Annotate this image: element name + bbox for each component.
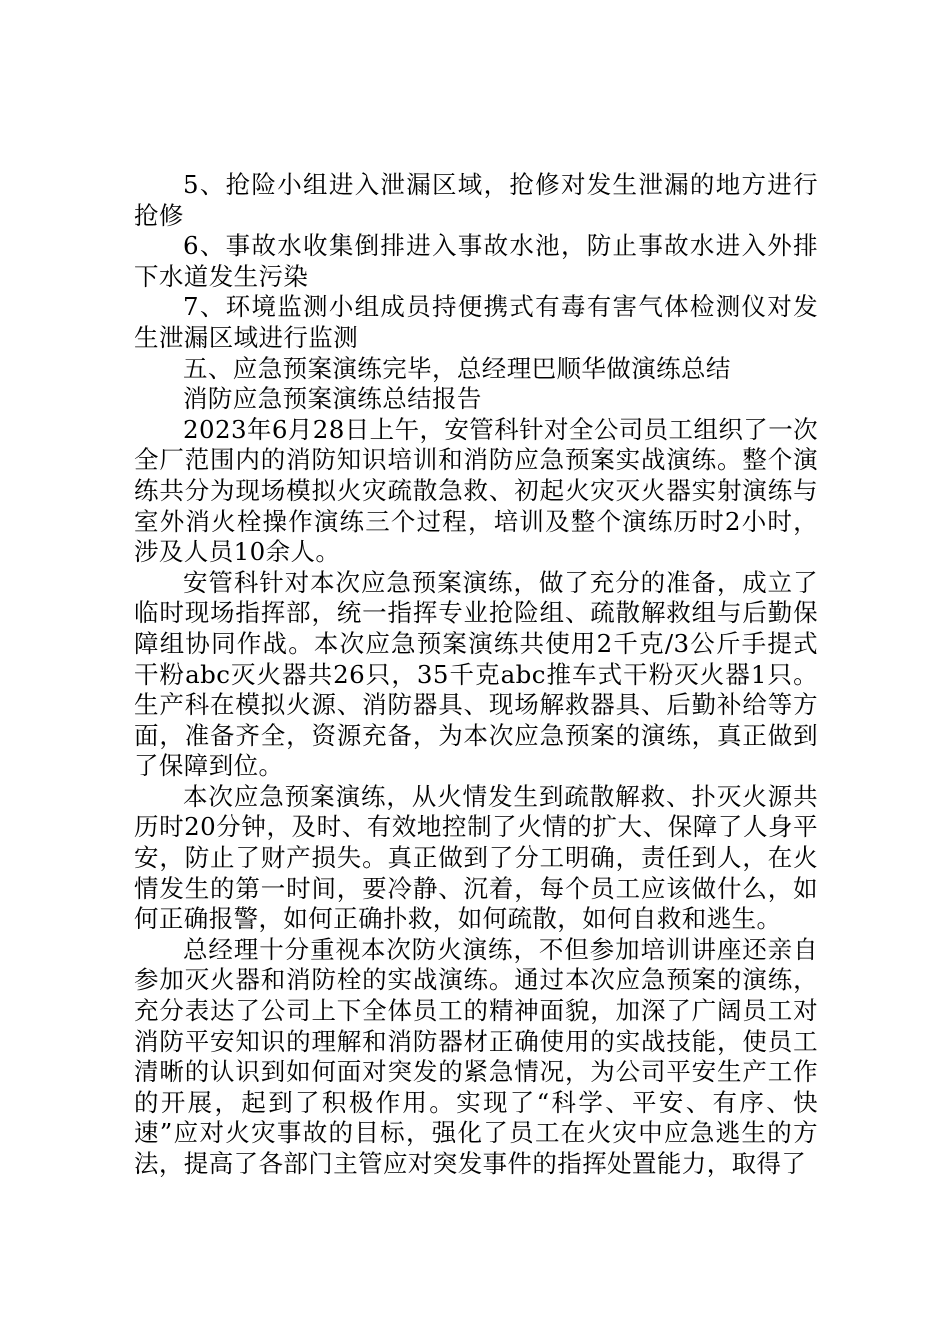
document-body [134, 170, 818, 1180]
paragraph-step-7: 7、环境监测小组成员持便携式有毒有害气体检测仪对发生泄漏区域进行监测 [134, 292, 818, 352]
report-title: 消防应急预案演练总结报告 [183, 384, 482, 414]
paragraph-preparation: 安管科针对本次应急预案演练，做了充分的准备，成立了临时现场指挥部，统一指挥专业抢险组、疏散解救组与后勤保障组协同作战。本次应急预案演练共使用2千克/3公斤手提式干粉abc灭火器共26只，35千克abc推车式干粉灭火器1只。生产科在模拟火源、消防器具、现场解救器具、后勤补给等方面，准备齐全，资源充备，为本次应急预案的演练，真正做到了保障到位。 [134, 567, 818, 781]
paragraph-step-6: 6、事故水收集倒排进入事故水池，防止事故水进入外排下水道发生污染 [134, 231, 818, 291]
paragraph-overview: 2023年6月28日上午，安管科针对全公司员工组织了一次全厂范围内的消防知识培训和消防应急预案实战演练。整个演练共分为现场模拟火灾疏散急救、初起火灾灭火器实射演练与室外消火栓操作演练三个过程，培训及整个演练历时2小时，涉及人员10余人。 [134, 414, 818, 567]
paragraph-step-5: 5、抢险小组进入泄漏区域，抢修对发生泄漏的地方进行抢修 [134, 170, 818, 230]
paragraph-summary: 总经理十分重视本次防火演练，不但参加培训讲座还亲自参加灭火器和消防栓的实战演练。通过本次应急预案的演练，充分表达了公司上下全体员工的精神面貌，加深了广阔员工对消防平安知识的理解和消防器材正确使用的实战技能，使员工清晰的认识到如何面对突发的紧急情况，为公司平安生产工作的开展，起到了积极作用。实现了“科学、平安、有序、快速”应对火灾事故的目标，强化了员工在火灾中应急逃生的方法，提高了各部门主管应对突发事件的指挥处置能力，取得了 [134, 934, 818, 1178]
paragraph-section-5: 五、应急预案演练完毕，总经理巴顺华做演练总结 [183, 353, 731, 383]
paragraph-result: 本次应急预案演练，从火情发生到疏散解救、扑灭火源共历时20分钟，及时、有效地控制了火情的扩大、保障了人身平安，防止了财产损失。真正做到了分工明确，责任到人，在火情发生的第一时间，要冷静、沉着，每个员工应该做什么，如何正确报警，如何正确扑救，如何疏散，如何自救和逃生。 [134, 781, 818, 934]
